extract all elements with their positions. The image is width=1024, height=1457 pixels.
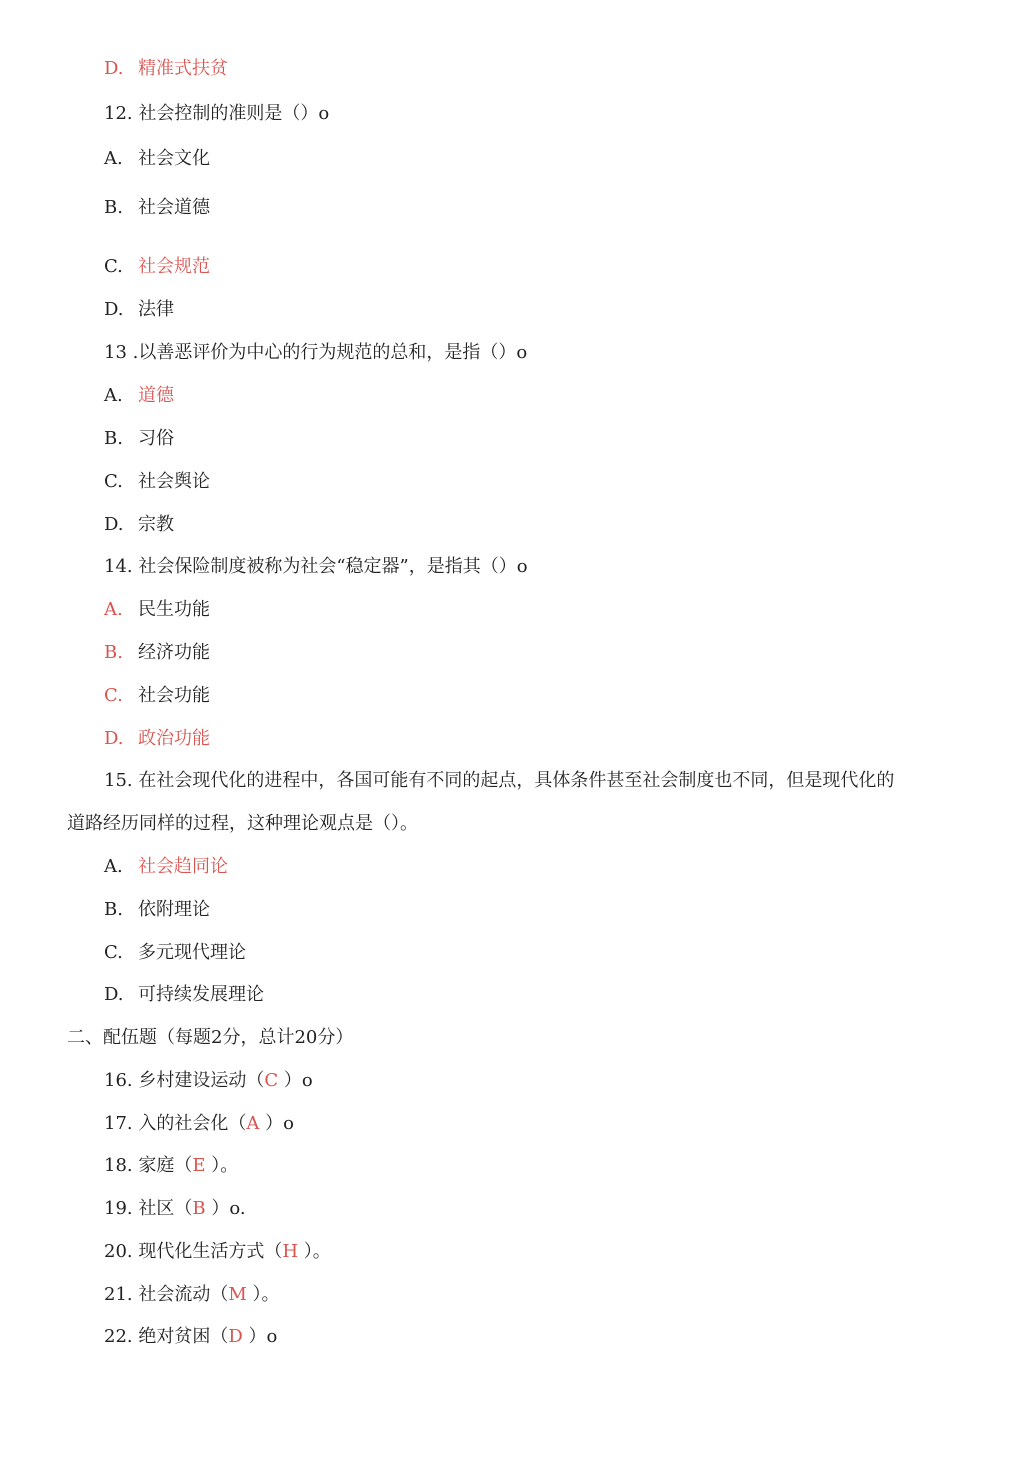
option-letter: B. [104, 197, 123, 218]
q12-option-b [104, 196, 210, 220]
q14-option-b [104, 641, 210, 665]
option-letter: C. [104, 256, 123, 277]
option-letter: D. [104, 984, 124, 1005]
option-text: 依附理论 [138, 899, 210, 920]
option-letter: A. [104, 385, 123, 406]
option-text: 社会舆论 [138, 471, 210, 492]
option-text: 可持续发展理论 [138, 984, 264, 1005]
option-letter: C. [104, 942, 123, 963]
q13-option-c [104, 470, 210, 494]
option-letter: C. [104, 685, 123, 706]
matching-text: 18. 家庭（ [104, 1155, 193, 1176]
matching-answer: D [228, 1326, 243, 1347]
matching-item-17 [104, 1112, 294, 1136]
matching-tail: ）o [278, 1070, 313, 1091]
q13-option-d [104, 513, 174, 537]
option-letter: D. [104, 299, 124, 320]
q13-option-a [104, 384, 174, 408]
matching-tail: ）o. [205, 1198, 246, 1219]
option-letter: D. [104, 514, 124, 535]
option-letter: D. [104, 728, 124, 749]
matching-text: 17. 入的社会化（ [104, 1113, 247, 1134]
option-text-answer: 道德 [138, 385, 174, 406]
q12-stem: 12. 社会控制的准则是（）o [104, 103, 330, 124]
matching-answer: E [192, 1155, 206, 1176]
q12-option-d [104, 298, 174, 322]
matching-answer: B [192, 1198, 206, 1219]
option-text: 法律 [138, 299, 174, 320]
matching-item-22 [104, 1325, 277, 1349]
q11-option-d [104, 57, 228, 81]
option-text-answer: 社会规范 [138, 256, 210, 277]
matching-tail: ）o [259, 1113, 294, 1134]
q12-option-c [104, 255, 210, 279]
q14-option-d [104, 727, 210, 751]
option-text: 社会功能 [138, 685, 210, 706]
option-letter: B. [104, 428, 123, 449]
q14-option-c [104, 684, 210, 708]
option-letter: C. [104, 471, 123, 492]
option-letter: D. [104, 58, 124, 79]
q13-option-b [104, 427, 174, 451]
matching-item-18 [104, 1154, 238, 1178]
option-text-answer: 政治功能 [138, 728, 210, 749]
q15-option-a [104, 855, 228, 879]
option-text: 习俗 [138, 428, 174, 449]
matching-text: 22. 绝对贫困（ [104, 1326, 229, 1347]
matching-tail: ）。 [298, 1241, 331, 1262]
matching-tail: ）。 [246, 1284, 280, 1305]
q12-option-a [104, 147, 210, 171]
matching-item-16 [104, 1069, 313, 1093]
option-text: 社会文化 [138, 148, 210, 169]
q15-stem-line2: 道路经历同样的过程，这种理论观点是（）。 [67, 813, 418, 834]
option-text: 社会道德 [138, 197, 210, 218]
matching-item-19 [104, 1197, 246, 1221]
matching-answer: C [264, 1070, 279, 1091]
q15-option-c [104, 941, 246, 965]
q15-option-d [104, 983, 264, 1007]
q13-stem: 13 .以善恶评价为中心的行为规范的总和，是指（）o [104, 342, 528, 363]
option-text: 多元现代理论 [138, 942, 246, 963]
matching-answer: M [228, 1284, 247, 1305]
matching-answer: A [246, 1113, 260, 1134]
matching-text: 20. 现代化生活方式（ [104, 1241, 283, 1262]
option-letter: A. [104, 599, 123, 620]
option-letter: B. [104, 899, 123, 920]
option-text: 民生功能 [138, 599, 210, 620]
matching-text: 19. 社区（ [104, 1198, 193, 1219]
matching-tail: ）o [242, 1326, 278, 1347]
q15-stem-line1: 15. 在社会现代化的进程中，各国可能有不同的起点，具体条件甚至社会制度也不同，但是现代化的 [104, 770, 895, 791]
option-letter: B. [104, 642, 123, 663]
section-heading: 二、配伍题（每题2分，总计20分） [67, 1027, 354, 1048]
matching-item-21 [104, 1283, 280, 1307]
option-letter: A. [104, 148, 123, 169]
q14-stem: 14. 社会保险制度被称为社会“稳定器”，是指其（）o [104, 556, 528, 577]
option-text: 精准式扶贫 [138, 58, 228, 79]
q15-option-b [104, 898, 210, 922]
matching-text: 16. 乡村建设运动（ [104, 1070, 265, 1091]
matching-answer: H [282, 1241, 299, 1262]
option-text: 宗教 [138, 514, 174, 535]
q14-option-a [104, 598, 210, 622]
option-letter: A. [104, 856, 123, 877]
matching-tail: ）。 [205, 1155, 239, 1176]
option-text: 经济功能 [138, 642, 210, 663]
matching-item-20 [104, 1240, 331, 1264]
option-text-answer: 社会趋同论 [138, 856, 228, 877]
matching-text: 21. 社会流动（ [104, 1284, 229, 1305]
